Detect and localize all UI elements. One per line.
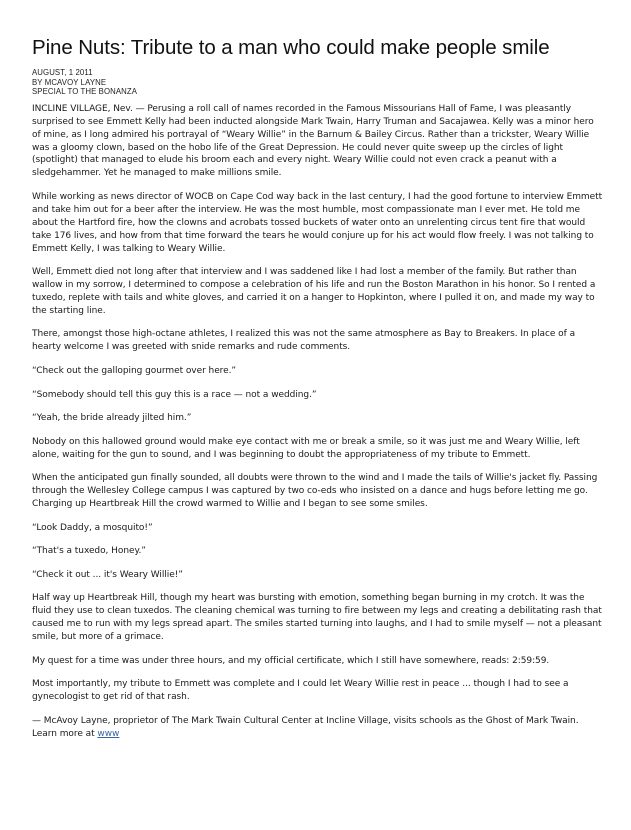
paragraph: Most importantly, my tribute to Emmett was complete and I could let Weary Willie rest in peace ... though I had to see a gynecologist to get rid of that rash.: [32, 679, 569, 703]
paragraph: Half way up Heartbreak Hill, though my heart was bursting with emotion, something began burning in my crotch. It was the fluid they use to clean tuxedos. The cleaning chemical was turning to fire between my legs and creating a debilitating rash that caused me to run with my legs spread apart. The smiles started turning into laughs, and I had to smile myself — not a pleasant smile, but more of a grimace.: [32, 593, 602, 643]
article-title: Pine Nuts: Tribute to a man who could make people smile: [32, 36, 550, 59]
article-body: [32, 103, 604, 741]
article: [32, 36, 604, 751]
quote: “Yeah, the bride already jilted him.”: [32, 413, 192, 424]
quote: “Somebody should tell this guy this is a race — not a wedding.”: [32, 389, 317, 400]
paragraph: My quest for a time was under three hours, and my official certificate, which I still have somewhere, reads: 2:59:59.: [32, 655, 550, 666]
article-meta: [32, 68, 604, 97]
quote: “That's a tuxedo, Honey.”: [32, 546, 146, 557]
quote: “Check out the galloping gourmet over here.”: [32, 365, 237, 376]
author-footer: [32, 715, 604, 741]
paragraph: Nobody on this hallowed ground would make eye contact with me or break a smile, so it was just me and Weary Willie, left alone, waiting for the gun to sound, and I was beginning to doubt the appropriateness of my tribute to Emmett.: [32, 436, 580, 460]
learn-more-link[interactable]: www: [97, 728, 120, 739]
article-date: AUGUST, 1 2011: [32, 68, 93, 77]
paragraph: INCLINE VILLAGE, Nev. — Perusing a roll call of names recorded in the Famous Missourians Hall of Fame, I was pleasantly surprised to see Emmett Kelly had been inducted alongside Mark Twain, Harry Truman and Sacajawea. Kelly was a minor hero of mine, as I long admired his portrayal of “Weary Willie” in the Barnum & Bailey Circus. Rather than a trickster, Weary Willie was a gloomy clown, based on the hobo life of the Great Depression. He could never quite sweep up the circles of light (spotlight) that managed to elude his broom each and every night. Weary Willie could not even crack a peanut with a sledgehammer. Yet he managed to make millions smile.: [32, 103, 594, 179]
quote: “Look Daddy, a mosquito!”: [32, 522, 153, 533]
quote: “Check it out ... it's Weary Willie!”: [32, 569, 183, 580]
paragraph: While working as news director of WOCB on Cape Cod way back in the last century, I had the good fortune to interview Emmett and take him out for a beer after the interview. He was the most humble, most compassionate man I ever met. He told me about the Hartford fire, how the clowns and acrobats tossed buckets of water onto an unrelenting circus tent fire that would take 176 lives, and how from that time forward the tears he would conjure up for his act would flow freely. I was not talking to Emmett Kelly, I was talking to Weary Willie.: [32, 191, 603, 254]
paragraph: Well, Emmett died not long after that interview and I was saddened like I had lost a member of the family. But rather than wallow in my sorrow, I determined to compose a celebration of his life and run the Boston Marathon in his honor. So I rented a tuxedo, replete with tails and white gloves, and carried it on a hanger to Hopkinton, where I pulled it on, and made my way to the starting line.: [32, 267, 596, 316]
article-byline: BY MCAVOY LAYNE: [32, 77, 107, 87]
paragraph: When the anticipated gun finally sounded, all doubts were thrown to the wind and I made the tails of Willie's jacket fly. Passing through the Wellesley College campus I was captured by two co-eds who insisted on a dance and hugs before letting me go. Charging up Heartbreak Hill the crowd warmed to Willie and I began to see some smiles.: [32, 473, 598, 510]
paragraph: There, amongst those high-octane athletes, I realized this was not the same atmosphere as Bay to Breakers. In place of a hearty welcome I was greeted with snide remarks and rude comments.: [32, 329, 576, 353]
article-source: SPECIAL TO THE BONANZA: [32, 87, 138, 97]
author-bio: — McAvoy Layne, proprietor of The Mark Twain Cultural Center at Incline Village, visits schools as the Ghost of Mark Twain. Learn more at: [32, 715, 579, 739]
